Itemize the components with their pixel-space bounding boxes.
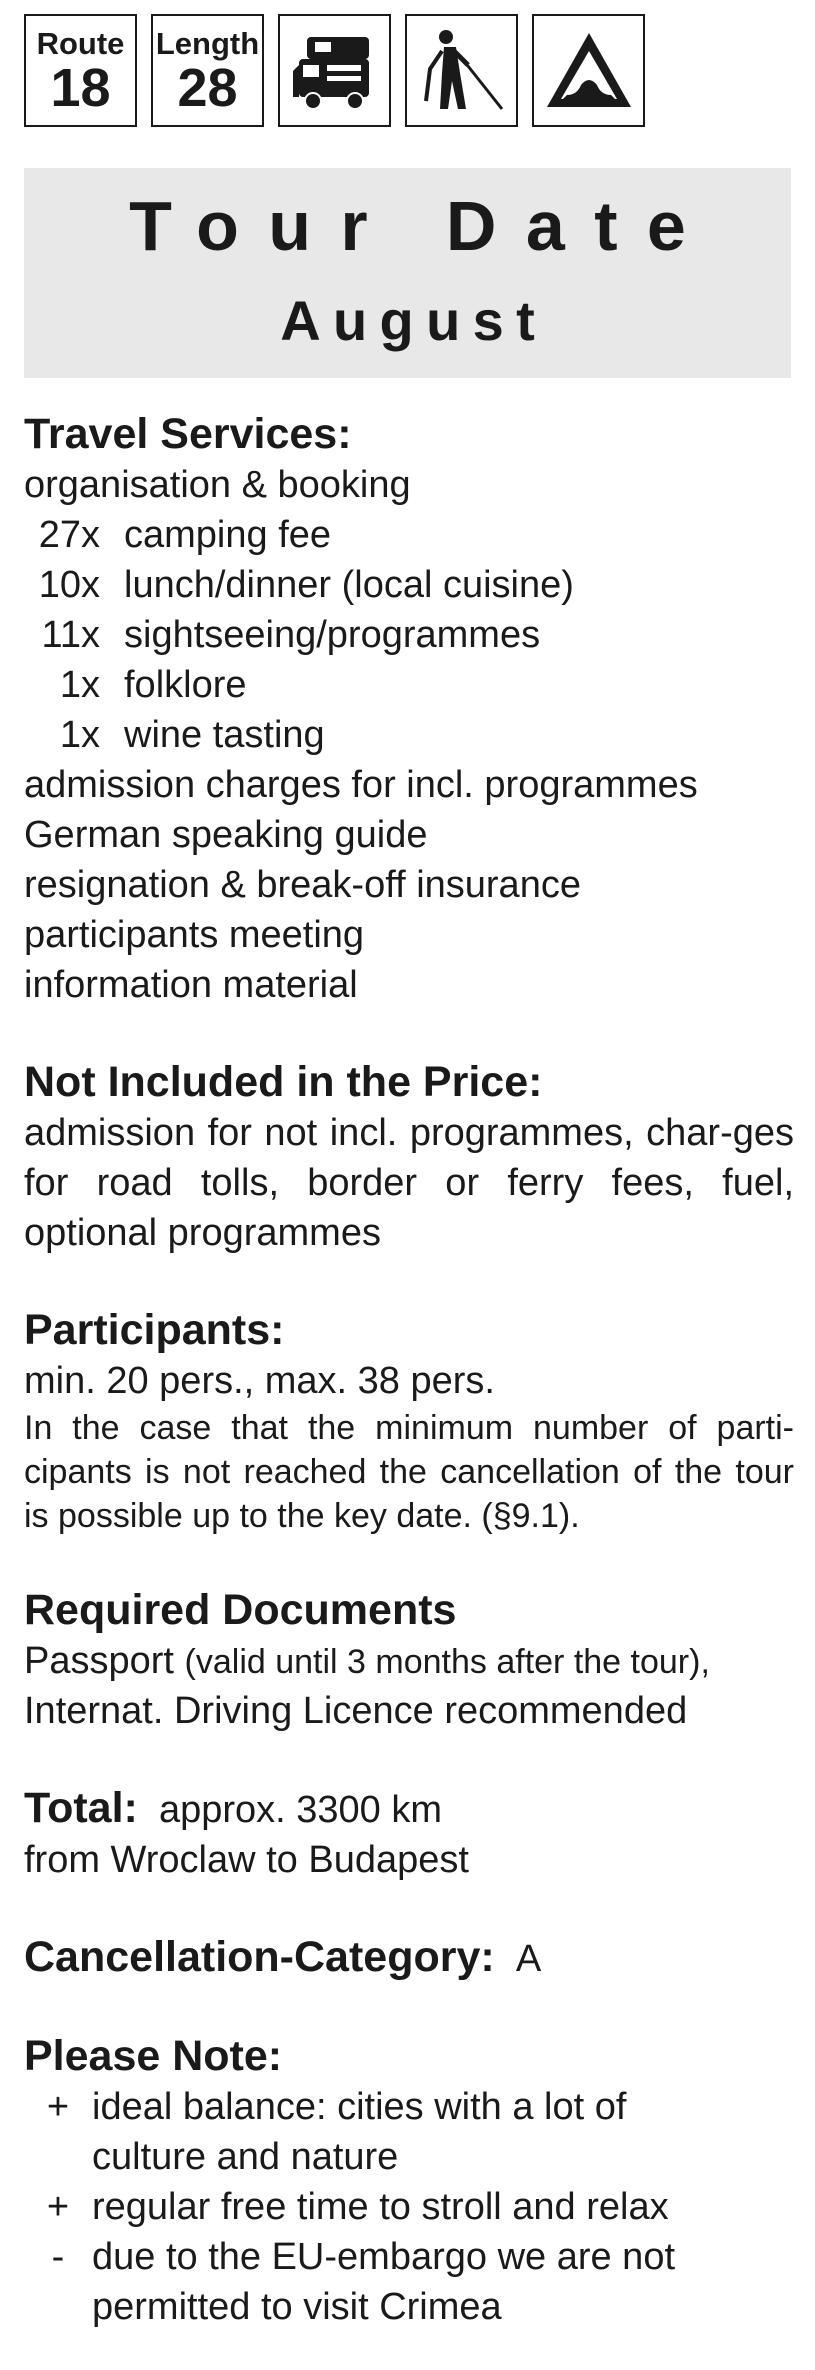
length-badge — [151, 14, 264, 127]
documents-heading: Required Documents — [24, 1586, 457, 1634]
total-section — [24, 1782, 794, 1885]
cancellation-value: A — [515, 1938, 542, 1980]
badge-row — [24, 14, 645, 127]
service-text: camping fee — [124, 514, 332, 556]
note-line: due to the EU-embargo we are not — [92, 2236, 676, 2278]
note-item — [24, 2082, 794, 2182]
participants-heading: Participants: — [24, 1306, 285, 1354]
note-line: regular free time to stroll and relax — [92, 2186, 669, 2228]
route-badge — [24, 14, 137, 127]
not-included-heading: Not Included in the Price: — [24, 1058, 543, 1106]
service-qty: 10x — [38, 564, 100, 606]
note-marker: + — [46, 2186, 70, 2228]
note-item — [24, 2232, 794, 2332]
cancellation-section — [24, 1931, 794, 1984]
documents-section — [24, 1584, 794, 1736]
length-number: 28 — [177, 58, 238, 118]
passport-label: Passport — [24, 1640, 174, 1682]
service-line: participants meeting — [24, 914, 365, 956]
service-line: resignation & break-off insurance — [24, 864, 581, 906]
tour-date-title: Tour Date — [129, 187, 716, 265]
service-text: wine tasting — [124, 714, 325, 756]
note-marker: + — [46, 2086, 70, 2128]
notes-heading: Please Note: — [24, 2032, 283, 2080]
hiking-badge — [405, 14, 518, 127]
note-marker: - — [51, 2236, 65, 2278]
service-text: folklore — [124, 664, 247, 706]
road-bump-warning-icon — [539, 21, 639, 121]
note-line: culture and nature — [92, 2136, 399, 2178]
length-label: Length — [155, 26, 260, 61]
travel-services-heading: Travel Services: — [24, 410, 352, 458]
service-text: lunch/dinner (local cuisine) — [124, 564, 574, 606]
note-line: ideal balance: cities with a lot of — [92, 2086, 627, 2128]
service-qty: 11x — [41, 614, 100, 656]
service-qty: 1x — [59, 664, 100, 706]
participants-note: In the case that the minimum number of parti-cipants is not reached the cancellation of the tour is possible up to the key date. (§9.1). — [24, 1409, 794, 1535]
not-included-text: admission for not incl. programmes, char-ges for road tolls, border or ferry fees, fuel, optional programmes — [24, 1112, 794, 1254]
service-text: sightseeing/programmes — [124, 614, 541, 656]
service-item — [24, 710, 794, 760]
service-qty: 27x — [38, 514, 100, 556]
notes-section — [24, 2030, 794, 2332]
hiker-icon — [412, 21, 512, 121]
tour-month: August — [280, 289, 548, 352]
tour-details — [24, 408, 794, 2332]
participants-section — [24, 1304, 794, 1538]
tour-date-banner — [24, 168, 791, 378]
licence-line: Internat. Driving Licence recommended — [24, 1690, 688, 1732]
passport-line — [24, 1636, 794, 1686]
road-warning-badge — [532, 14, 645, 127]
not-included-section — [24, 1056, 794, 1258]
total-route: from Wroclaw to Budapest — [24, 1839, 469, 1881]
route-number: 18 — [50, 58, 111, 118]
service-line: German speaking guide — [24, 814, 428, 856]
service-line: organisation & booking — [24, 464, 411, 506]
note-item — [24, 2182, 794, 2232]
participants-range: min. 20 pers., max. 38 pers. — [24, 1360, 495, 1402]
cancellation-label: Cancellation-Category: — [24, 1933, 495, 1981]
service-line: admission charges for incl. programmes — [24, 764, 698, 806]
motorhome-icon — [285, 21, 385, 121]
service-item — [24, 610, 794, 660]
service-item — [24, 510, 794, 560]
service-item — [24, 560, 794, 610]
service-item — [24, 660, 794, 710]
travel-services-section — [24, 408, 794, 1010]
note-line: permitted to visit Crimea — [92, 2286, 502, 2328]
total-label: Total: — [24, 1784, 138, 1832]
passport-note: (valid until 3 months after the tour), — [184, 1643, 710, 1681]
motorhome-badge — [278, 14, 391, 127]
total-distance: approx. 3300 km — [158, 1789, 443, 1831]
service-qty: 1x — [59, 714, 100, 756]
service-line: information material — [24, 964, 358, 1006]
route-label: Route — [36, 26, 125, 61]
